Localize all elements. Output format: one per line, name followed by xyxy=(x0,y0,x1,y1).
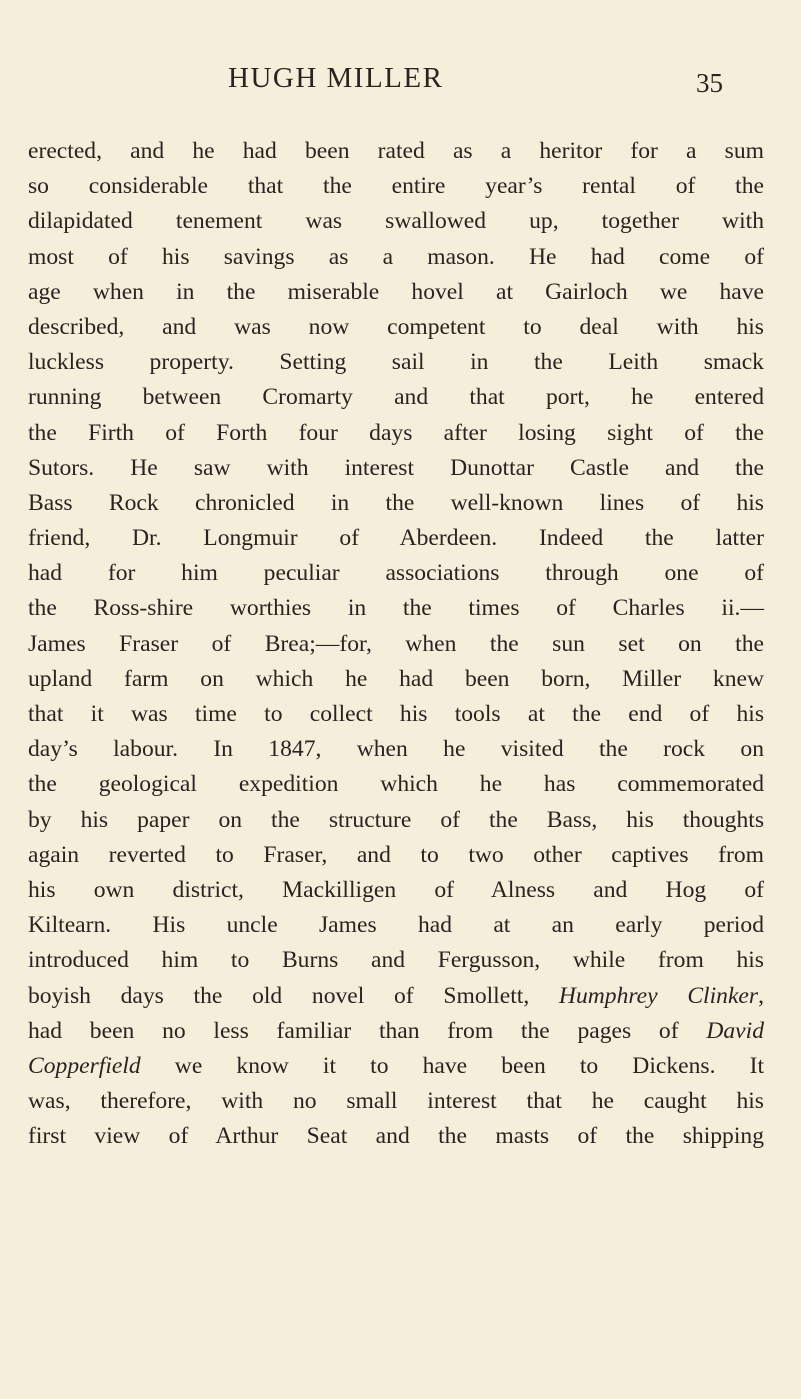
text-run: by his paper on the structure of the Bass, his thoughts xyxy=(28,806,764,833)
text-line xyxy=(28,275,764,310)
text-line xyxy=(28,380,764,415)
text-line xyxy=(28,486,764,521)
text-run: the Ross-shire worthies in the times of Charles ii.— xyxy=(28,595,764,622)
text-line xyxy=(28,732,764,767)
text-run: running between Cromarty and that port, he entered xyxy=(28,384,764,411)
text-run: Sutors. He saw with interest Dunottar Castle and the xyxy=(28,454,764,481)
text-line xyxy=(28,591,764,626)
body-text xyxy=(28,134,764,1154)
text-line xyxy=(28,838,764,873)
text-run: boyish days the old novel of Smollett, xyxy=(28,982,559,1009)
italic-title: Humphrey Clinker xyxy=(558,982,759,1009)
text-line xyxy=(28,240,764,275)
text-line xyxy=(28,204,764,239)
italic-title: David xyxy=(706,1017,764,1044)
text-line xyxy=(28,521,764,556)
page-number: 35 xyxy=(696,68,723,98)
text-line xyxy=(28,1049,764,1084)
text-line xyxy=(28,873,764,908)
text-line xyxy=(28,169,764,204)
text-run: so considerable that the entire year’s rental of the xyxy=(28,173,764,200)
text-line xyxy=(28,767,764,802)
text-line xyxy=(28,556,764,591)
text-run: upland farm on which he had been born, Miller knew xyxy=(28,665,764,692)
italic-title: Copperfield xyxy=(28,1052,141,1079)
text-run: Bass Rock chronicled in the well-known lines of his xyxy=(28,489,764,516)
text-run: friend, Dr. Longmuir of Aberdeen. Indeed the latter xyxy=(28,525,764,552)
text-run: the Firth of Forth four days after losing sight of the xyxy=(28,419,764,446)
text-run: we know it to have been to Dickens. It xyxy=(140,1052,764,1079)
text-run: dilapidated tenement was swallowed up, together with xyxy=(28,208,764,235)
text-line xyxy=(28,803,764,838)
text-run: that it was time to collect his tools at the end of his xyxy=(28,701,764,727)
text-line xyxy=(28,1119,764,1154)
text-line xyxy=(28,345,764,380)
text-run: luckless property. Setting sail in the Leith smack xyxy=(28,349,764,376)
text-run: age when in the miserable hovel at Gairloch we have xyxy=(28,278,764,305)
text-run: was, therefore, with no small interest that he caught his xyxy=(28,1088,764,1115)
text-line xyxy=(28,908,764,943)
text-run: had for him peculiar associations through one of xyxy=(28,560,764,587)
text-run: his own district, Mackilligen of Alness and Hog of xyxy=(28,876,764,903)
text-run: described, and was now competent to deal with his xyxy=(28,313,764,340)
text-line xyxy=(28,1014,764,1049)
text-line xyxy=(28,451,764,486)
text-line xyxy=(28,697,764,732)
text-line xyxy=(28,627,764,662)
text-run: James Fraser of Brea;—for, when the sun set on the xyxy=(28,630,764,657)
running-head xyxy=(0,62,801,102)
text-line xyxy=(28,134,764,169)
text-run: most of his savings as a mason. He had come of xyxy=(28,243,764,270)
text-run: Kiltearn. His uncle James had at an early period xyxy=(28,912,764,939)
text-run: had been no less familiar than from the pages of xyxy=(28,1017,707,1044)
running-title: HUGH MILLER xyxy=(228,62,444,94)
text-line xyxy=(28,416,764,451)
text-line xyxy=(28,943,764,978)
text-line xyxy=(28,310,764,345)
text-run: again reverted to Fraser, and to two other captives from xyxy=(28,841,764,868)
text-line xyxy=(28,1084,764,1119)
text-run: the geological expedition which he has commemorated xyxy=(28,771,764,798)
text-run: erected, and he had been rated as a heritor for a sum xyxy=(28,138,764,164)
text-run: first view of Arthur Seat and the masts of the shipping xyxy=(28,1123,764,1150)
text-run: introduced him to Burns and Fergusson, while from his xyxy=(28,947,764,974)
text-line xyxy=(28,662,764,697)
text-line xyxy=(28,979,764,1014)
text-run: , xyxy=(758,982,764,1009)
text-run: day’s labour. In 1847, when he visited the rock on xyxy=(28,736,764,763)
